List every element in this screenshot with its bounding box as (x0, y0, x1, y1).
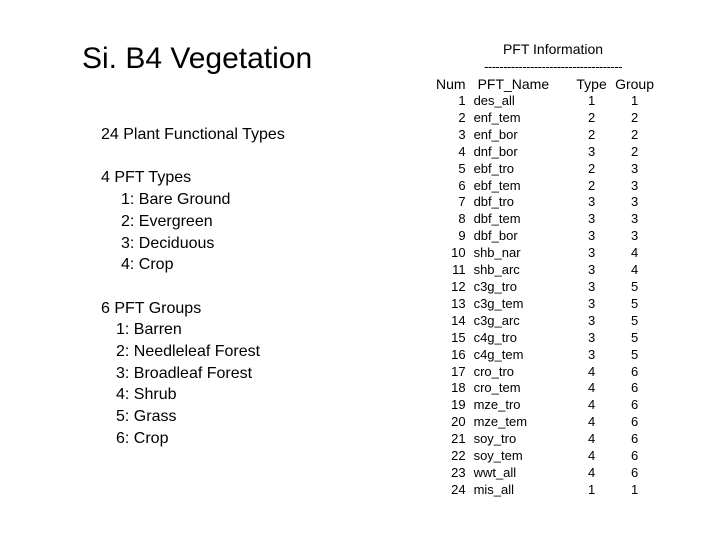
cell-group: 6 (630, 464, 639, 480)
cell-pft-name: mze_tem (473, 414, 528, 430)
cell-group: 6 (630, 431, 639, 447)
cell-pft-name: shb_nar (473, 245, 521, 261)
cell-group: 6 (630, 363, 639, 379)
cell-pft-name: enf_tem (473, 109, 521, 125)
pft-type-item: 4: Crop (121, 256, 174, 274)
cell-pft-name: ebf_tem (473, 177, 521, 193)
table-row (436, 448, 658, 465)
cell-num: 11 (452, 262, 466, 278)
cell-num: 20 (451, 414, 466, 430)
pft-summary (101, 124, 285, 450)
table-row (436, 93, 658, 110)
table-row (436, 262, 658, 279)
cell-group: 2 (630, 109, 639, 125)
cell-pft-name: c3g_tem (473, 295, 524, 311)
cell-group: 3 (630, 177, 639, 193)
cell-group: 5 (630, 329, 639, 345)
cell-pft-name: c3g_arc (473, 312, 520, 328)
cell-type: 3 (587, 346, 596, 362)
table-row (436, 313, 658, 330)
cell-group: 2 (630, 126, 639, 142)
pft-type-item: 3: Deciduous (121, 234, 215, 252)
cell-num: 15 (451, 329, 466, 345)
cell-group: 1 (630, 93, 639, 108)
cell-group: 6 (630, 414, 639, 430)
cell-pft-name: soy_tem (473, 448, 523, 464)
cell-pft-name: shb_arc (473, 262, 520, 278)
cell-num: 18 (451, 380, 466, 396)
cell-type: 3 (587, 262, 596, 278)
cell-num: 9 (458, 228, 466, 244)
cell-group: 5 (630, 295, 639, 311)
cell-pft-name: c4g_tro (473, 329, 517, 345)
table-row (436, 228, 658, 245)
cell-type: 4 (587, 380, 596, 396)
table-row (436, 161, 658, 178)
cell-type: 2 (587, 160, 596, 176)
cell-num: 21 (451, 431, 466, 447)
cell-pft-name: cro_tem (473, 380, 521, 396)
cell-group: 5 (630, 278, 639, 294)
cell-group: 2 (630, 143, 639, 159)
pft-type-item: 2: Evergreen (121, 212, 213, 230)
pft-info-table (436, 75, 658, 499)
table-header-row (436, 75, 658, 93)
cell-pft-name: ebf_tro (473, 160, 515, 176)
table-row (436, 380, 658, 397)
cell-type: 4 (587, 431, 596, 447)
cell-type: 1 (587, 93, 596, 108)
table-row (436, 482, 658, 499)
table-row (436, 347, 658, 364)
pft-info-divider: ------------------------------------ (484, 59, 622, 74)
cell-pft-name: enf_bor (473, 126, 518, 142)
table-row (436, 178, 658, 195)
cell-pft-name: dbf_bor (473, 228, 518, 244)
cell-pft-name: c3g_tro (473, 278, 517, 294)
cell-type: 3 (587, 143, 596, 159)
cell-num: 22 (451, 448, 466, 464)
cell-type: 3 (587, 211, 596, 227)
cell-num: 16 (451, 346, 466, 362)
table-row (436, 245, 658, 262)
cell-type: 2 (587, 126, 596, 142)
cell-type: 4 (587, 414, 596, 430)
cell-num: 5 (458, 160, 466, 176)
cell-num: 4 (458, 143, 466, 159)
cell-group: 3 (630, 211, 639, 227)
cell-num: 8 (458, 211, 466, 227)
table-row (436, 330, 658, 347)
cell-num: 17 (451, 363, 466, 379)
cell-type: 3 (587, 278, 596, 294)
table-row (436, 431, 658, 448)
cell-pft-name: cro_tro (473, 363, 515, 379)
cell-pft-name: dnf_bor (473, 143, 518, 159)
pft-group-item: 6: Crop (116, 429, 169, 447)
table-row (436, 194, 658, 211)
cell-group: 5 (630, 312, 639, 328)
column-header-type: Type (576, 75, 607, 92)
table-row (436, 110, 658, 127)
column-header-num: Num (436, 75, 466, 92)
cell-type: 3 (587, 194, 596, 210)
cell-type: 3 (587, 312, 596, 328)
cell-pft-name: dbf_tro (473, 194, 515, 210)
cell-type: 4 (587, 397, 596, 413)
cell-type: 3 (587, 295, 596, 311)
cell-type: 3 (587, 245, 596, 261)
cell-num: 7 (458, 194, 466, 210)
pft-group-item: 3: Broadleaf Forest (116, 364, 253, 382)
table-row (436, 397, 658, 414)
cell-type: 4 (587, 448, 596, 464)
cell-type: 2 (587, 177, 596, 193)
cell-num: 1 (458, 93, 466, 108)
cell-type: 4 (587, 464, 596, 480)
cell-group: 6 (630, 380, 639, 396)
cell-pft-name: c4g_tem (473, 346, 524, 362)
cell-type: 3 (587, 228, 596, 244)
column-header-pft-name: PFT_Name (477, 75, 550, 92)
cell-pft-name: soy_tro (473, 431, 517, 447)
cell-type: 1 (587, 481, 596, 497)
cell-num: 6 (458, 177, 466, 193)
pft-group-item: 1: Barren (116, 321, 182, 339)
pft-count-line: 24 Plant Functional Types (101, 126, 285, 143)
cell-group: 6 (630, 448, 639, 464)
cell-type: 3 (587, 329, 596, 345)
cell-pft-name: mis_all (473, 481, 515, 497)
pft-types-heading: 4 PFT Types (101, 169, 192, 187)
cell-num: 24 (451, 481, 466, 497)
cell-num: 10 (451, 245, 466, 261)
cell-type: 4 (587, 363, 596, 379)
cell-num: 23 (451, 464, 466, 480)
table-row (436, 144, 658, 161)
cell-num: 14 (451, 312, 466, 328)
cell-num: 3 (458, 126, 466, 142)
pft-group-item: 5: Grass (116, 408, 177, 426)
cell-group: 3 (630, 194, 639, 210)
cell-pft-name: dbf_tem (473, 211, 521, 227)
cell-num: 2 (458, 109, 466, 125)
cell-num: 19 (451, 397, 466, 413)
pft-groups-heading: 6 PFT Groups (101, 299, 202, 317)
slide-title: Si. B4 Vegetation (82, 42, 313, 75)
cell-num: 13 (451, 295, 466, 311)
table-row (436, 127, 658, 144)
table-row (436, 296, 658, 313)
cell-group: 4 (630, 262, 639, 278)
cell-group: 4 (630, 245, 639, 261)
cell-pft-name: des_all (473, 93, 515, 108)
cell-group: 1 (630, 481, 639, 497)
cell-group: 5 (630, 346, 639, 362)
column-header-group: Group (615, 75, 655, 92)
cell-num: 12 (451, 278, 466, 294)
cell-group: 3 (630, 160, 639, 176)
cell-pft-name: mze_tro (473, 397, 521, 413)
table-row (436, 364, 658, 381)
pft-table-body (436, 93, 658, 499)
table-row (436, 211, 658, 228)
pft-group-item: 2: Needleleaf Forest (116, 343, 261, 360)
cell-type: 2 (587, 109, 596, 125)
cell-pft-name: wwt_all (473, 464, 517, 480)
table-row (436, 414, 658, 431)
table-row (436, 465, 658, 482)
cell-group: 3 (630, 228, 639, 244)
pft-info-heading: PFT Information (502, 41, 604, 57)
pft-group-item: 4: Shrub (116, 386, 177, 404)
cell-group: 6 (630, 397, 639, 413)
pft-type-item: 1: Bare Ground (121, 191, 231, 209)
table-row (436, 279, 658, 296)
